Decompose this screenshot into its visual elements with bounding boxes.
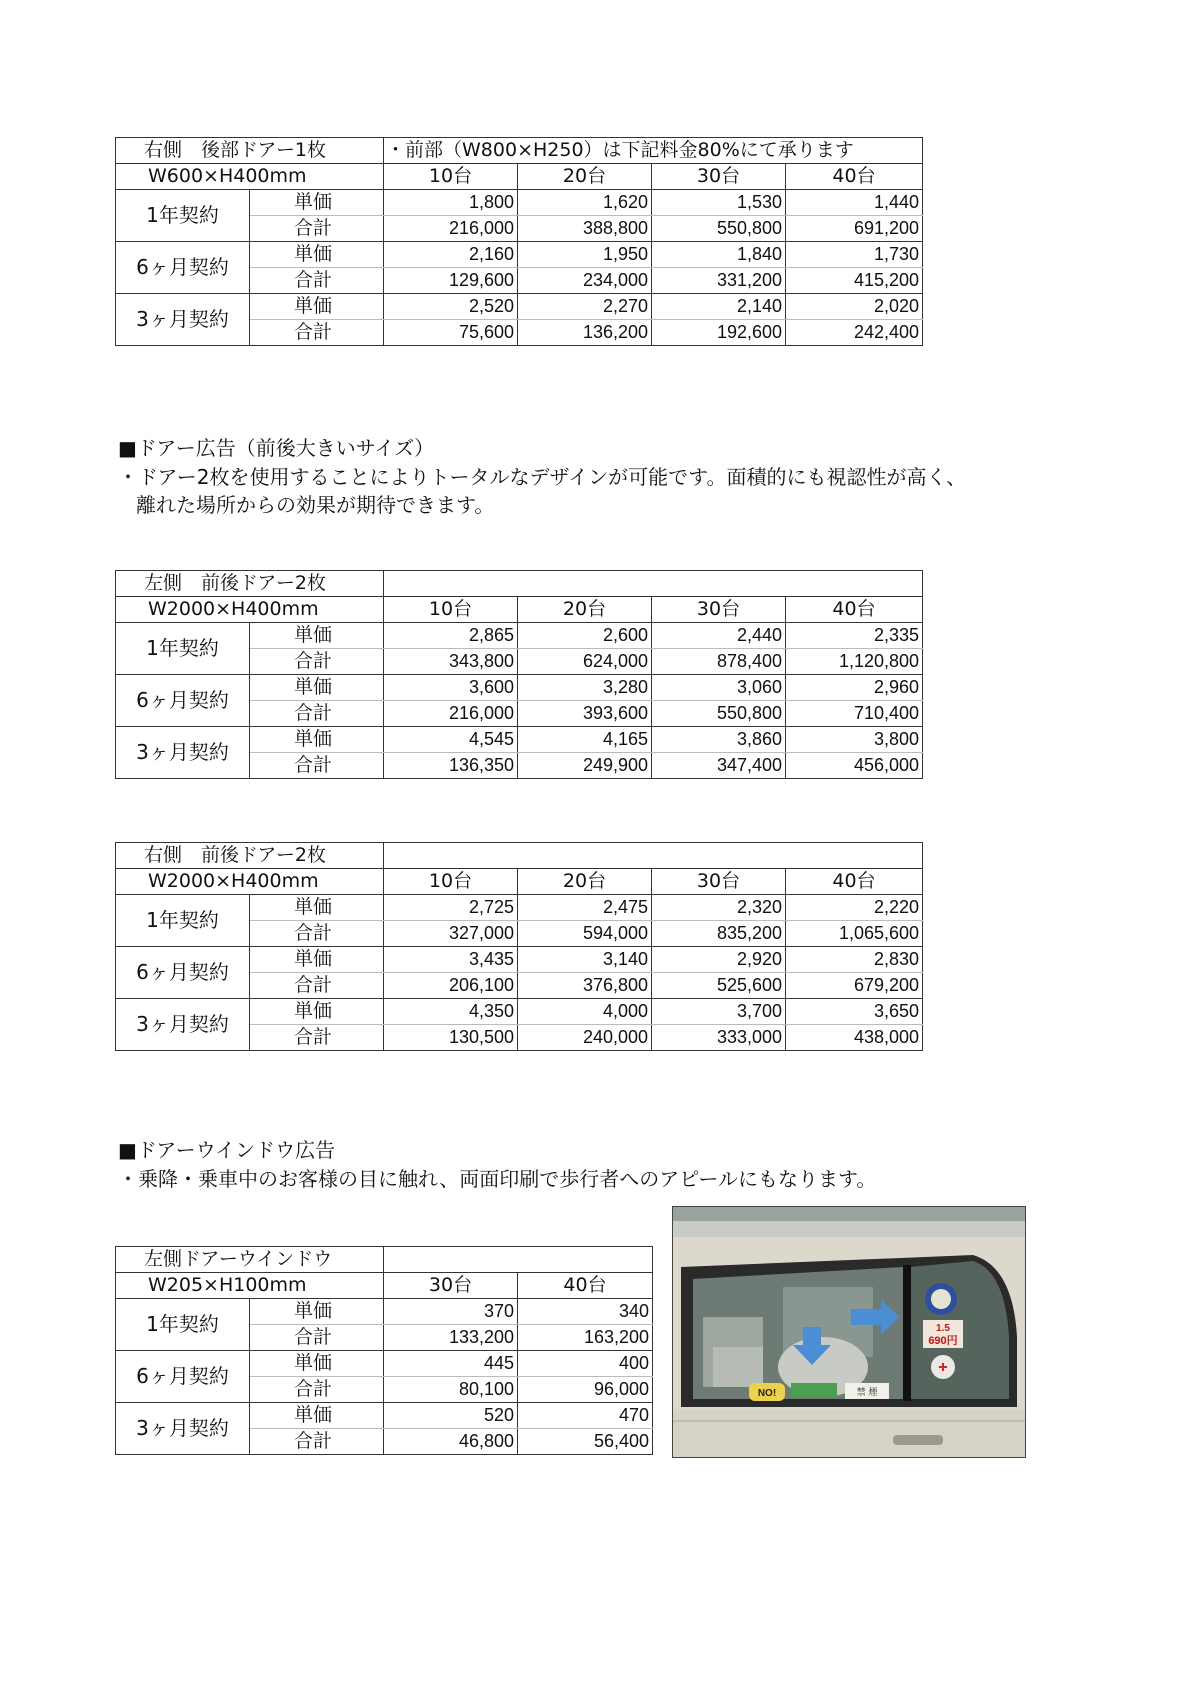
total-price: 1,065,600 xyxy=(786,921,923,947)
unit-price: 1,800 xyxy=(384,190,518,216)
count-header: 40台 xyxy=(786,597,923,623)
total-price: 456,000 xyxy=(786,753,923,779)
table-title-blank xyxy=(384,1247,653,1273)
count-header: 10台 xyxy=(384,164,518,190)
section-text-window: ・乗降・乗車中のお客様の目に触れ、両面印刷で歩行者へのアピールにもなります。 xyxy=(118,1167,877,1191)
total-price: 376,800 xyxy=(518,973,652,999)
unit-price: 2,600 xyxy=(518,623,652,649)
unit-label: 単価 xyxy=(250,947,384,973)
unit-price: 2,475 xyxy=(518,895,652,921)
total-price: 331,200 xyxy=(652,268,786,294)
count-header: 30台 xyxy=(652,869,786,895)
total-label: 合計 xyxy=(250,753,384,779)
table-title: 左側 前後ドアー2枚 xyxy=(116,571,384,597)
total-price: 133,200 xyxy=(384,1325,518,1351)
unit-label: 単価 xyxy=(250,242,384,268)
unit-price: 2,520 xyxy=(384,294,518,320)
total-price: 327,000 xyxy=(384,921,518,947)
total-price: 415,200 xyxy=(786,268,923,294)
unit-price: 370 xyxy=(384,1299,518,1325)
unit-label: 単価 xyxy=(250,623,384,649)
unit-price: 340 xyxy=(518,1299,653,1325)
unit-label: 単価 xyxy=(250,1351,384,1377)
total-label: 合計 xyxy=(250,1325,384,1351)
term-label: 1年契約 xyxy=(116,895,250,947)
total-label: 合計 xyxy=(250,649,384,675)
total-price: 242,400 xyxy=(786,320,923,346)
table-size: W2000×H400mm xyxy=(116,597,384,623)
unit-price: 3,650 xyxy=(786,999,923,1025)
unit-label: 単価 xyxy=(250,675,384,701)
section-heading-window: ■ドアーウインドウ広告 xyxy=(118,1138,336,1162)
unit-price: 3,600 xyxy=(384,675,518,701)
unit-price: 4,545 xyxy=(384,727,518,753)
no-smoking-text: 禁 煙 xyxy=(856,1388,878,1398)
taxi-window-illustration xyxy=(673,1207,1025,1457)
total-price: 525,600 xyxy=(652,973,786,999)
unit-price: 3,280 xyxy=(518,675,652,701)
total-price: 438,000 xyxy=(786,1025,923,1051)
term-label: 3ヶ月契約 xyxy=(116,999,250,1051)
total-label: 合計 xyxy=(250,701,384,727)
unit-price: 2,320 xyxy=(652,895,786,921)
term-label: 3ヶ月契約 xyxy=(116,294,250,346)
total-price: 835,200 xyxy=(652,921,786,947)
total-label: 合計 xyxy=(250,1429,384,1455)
count-header: 30台 xyxy=(384,1273,518,1299)
unit-price: 2,830 xyxy=(786,947,923,973)
unit-price: 400 xyxy=(518,1351,653,1377)
unit-label: 単価 xyxy=(250,1403,384,1429)
section-text-door-2: 離れた場所からの効果が期待できます。 xyxy=(136,493,495,517)
unit-price: 2,920 xyxy=(652,947,786,973)
unit-label: 単価 xyxy=(250,999,384,1025)
total-price: 1,120,800 xyxy=(786,649,923,675)
total-price: 710,400 xyxy=(786,701,923,727)
total-price: 550,800 xyxy=(652,701,786,727)
total-price: 343,800 xyxy=(384,649,518,675)
unit-label: 単価 xyxy=(250,895,384,921)
unit-label: 単価 xyxy=(250,727,384,753)
total-price: 163,200 xyxy=(518,1325,653,1351)
unit-price: 1,620 xyxy=(518,190,652,216)
total-price: 130,500 xyxy=(384,1025,518,1051)
total-price: 129,600 xyxy=(384,268,518,294)
total-label: 合計 xyxy=(250,973,384,999)
count-header: 20台 xyxy=(518,164,652,190)
total-label: 合計 xyxy=(250,268,384,294)
unit-price: 470 xyxy=(518,1403,653,1429)
term-label: 3ヶ月契約 xyxy=(116,727,250,779)
total-price: 679,200 xyxy=(786,973,923,999)
price-table-right-front-rear-doors xyxy=(115,842,923,1051)
count-header: 20台 xyxy=(518,869,652,895)
unit-price: 2,270 xyxy=(518,294,652,320)
unit-price: 1,950 xyxy=(518,242,652,268)
count-header: 30台 xyxy=(652,164,786,190)
total-price: 388,800 xyxy=(518,216,652,242)
unit-price: 3,060 xyxy=(652,675,786,701)
term-label: 1年契約 xyxy=(116,623,250,675)
unit-price: 4,000 xyxy=(518,999,652,1025)
count-header: 30台 xyxy=(652,597,786,623)
term-label: 6ヶ月契約 xyxy=(116,242,250,294)
unit-label: 単価 xyxy=(250,294,384,320)
unit-price: 1,530 xyxy=(652,190,786,216)
total-price: 234,000 xyxy=(518,268,652,294)
total-price: 594,000 xyxy=(518,921,652,947)
total-label: 合計 xyxy=(250,1025,384,1051)
total-price: 56,400 xyxy=(518,1429,653,1455)
total-label: 合計 xyxy=(250,1377,384,1403)
total-price: 80,100 xyxy=(384,1377,518,1403)
count-header: 10台 xyxy=(384,597,518,623)
total-price: 240,000 xyxy=(518,1025,652,1051)
count-header: 40台 xyxy=(786,869,923,895)
total-price: 136,350 xyxy=(384,753,518,779)
table-title-blank xyxy=(384,571,923,597)
term-label: 1年契約 xyxy=(116,190,250,242)
total-price: 333,000 xyxy=(652,1025,786,1051)
total-price: 393,600 xyxy=(518,701,652,727)
total-label: 合計 xyxy=(250,921,384,947)
total-price: 96,000 xyxy=(518,1377,653,1403)
table-title: 右側 後部ドアー1枚 xyxy=(116,138,384,164)
total-price: 216,000 xyxy=(384,216,518,242)
term-label: 6ヶ月契約 xyxy=(116,1351,250,1403)
term-label: 6ヶ月契約 xyxy=(116,947,250,999)
door-handle xyxy=(893,1435,943,1445)
table-title: 右側 前後ドアー2枚 xyxy=(116,843,384,869)
section-heading-door: ■ドアー広告（前後大きいサイズ） xyxy=(118,436,435,460)
table-note: ・前部（W800×H250）は下記料金80%にて承ります xyxy=(384,138,923,164)
unit-label: 単価 xyxy=(250,1299,384,1325)
unit-price: 2,725 xyxy=(384,895,518,921)
count-header: 10台 xyxy=(384,869,518,895)
unit-price: 4,165 xyxy=(518,727,652,753)
total-label: 合計 xyxy=(250,320,384,346)
no-sticker-text: NO! xyxy=(757,1388,777,1399)
unit-price: 2,160 xyxy=(384,242,518,268)
sticker-top-text: 1.5 xyxy=(936,1323,950,1334)
unit-price: 1,440 xyxy=(786,190,923,216)
term-label: 3ヶ月契約 xyxy=(116,1403,250,1455)
price-table-left-front-rear-doors xyxy=(115,570,923,779)
unit-price: 2,220 xyxy=(786,895,923,921)
table-size: W205×H100mm xyxy=(116,1273,384,1299)
unit-price: 1,730 xyxy=(786,242,923,268)
unit-price: 3,860 xyxy=(652,727,786,753)
total-price: 136,200 xyxy=(518,320,652,346)
total-price: 75,600 xyxy=(384,320,518,346)
unit-price: 2,140 xyxy=(652,294,786,320)
taxi-window-photo xyxy=(672,1206,1026,1458)
table-size: W600×H400mm xyxy=(116,164,384,190)
unit-price: 3,140 xyxy=(518,947,652,973)
count-header: 40台 xyxy=(786,164,923,190)
unit-price: 4,350 xyxy=(384,999,518,1025)
table-title-blank xyxy=(384,843,923,869)
count-header: 40台 xyxy=(518,1273,653,1299)
unit-price: 3,435 xyxy=(384,947,518,973)
term-label: 1年契約 xyxy=(116,1299,250,1351)
total-price: 206,100 xyxy=(384,973,518,999)
table-title: 左側ドアーウインドウ xyxy=(116,1247,384,1273)
total-price: 249,900 xyxy=(518,753,652,779)
sticker-price-text: 690円 xyxy=(928,1335,958,1347)
total-price: 46,800 xyxy=(384,1429,518,1455)
term-label: 6ヶ月契約 xyxy=(116,675,250,727)
total-label: 合計 xyxy=(250,216,384,242)
unit-price: 2,335 xyxy=(786,623,923,649)
unit-price: 2,020 xyxy=(786,294,923,320)
section-text-door-1: ・ドアー2枚を使用することによりトータルなデザインが可能です。面積的にも視認性が高く、 xyxy=(118,465,967,489)
total-price: 192,600 xyxy=(652,320,786,346)
unit-price: 1,840 xyxy=(652,242,786,268)
unit-label: 単価 xyxy=(250,190,384,216)
total-price: 550,800 xyxy=(652,216,786,242)
unit-price: 2,865 xyxy=(384,623,518,649)
unit-price: 2,960 xyxy=(786,675,923,701)
count-header: 20台 xyxy=(518,597,652,623)
total-price: 624,000 xyxy=(518,649,652,675)
unit-price: 3,700 xyxy=(652,999,786,1025)
unit-price: 445 xyxy=(384,1351,518,1377)
total-price: 878,400 xyxy=(652,649,786,675)
price-table-left-door-window xyxy=(115,1246,653,1455)
total-price: 347,400 xyxy=(652,753,786,779)
total-price: 216,000 xyxy=(384,701,518,727)
unit-price: 3,800 xyxy=(786,727,923,753)
unit-price: 2,440 xyxy=(652,623,786,649)
unit-price: 520 xyxy=(384,1403,518,1429)
table-size: W2000×H400mm xyxy=(116,869,384,895)
total-price: 691,200 xyxy=(786,216,923,242)
price-table-right-rear-door xyxy=(115,137,923,346)
